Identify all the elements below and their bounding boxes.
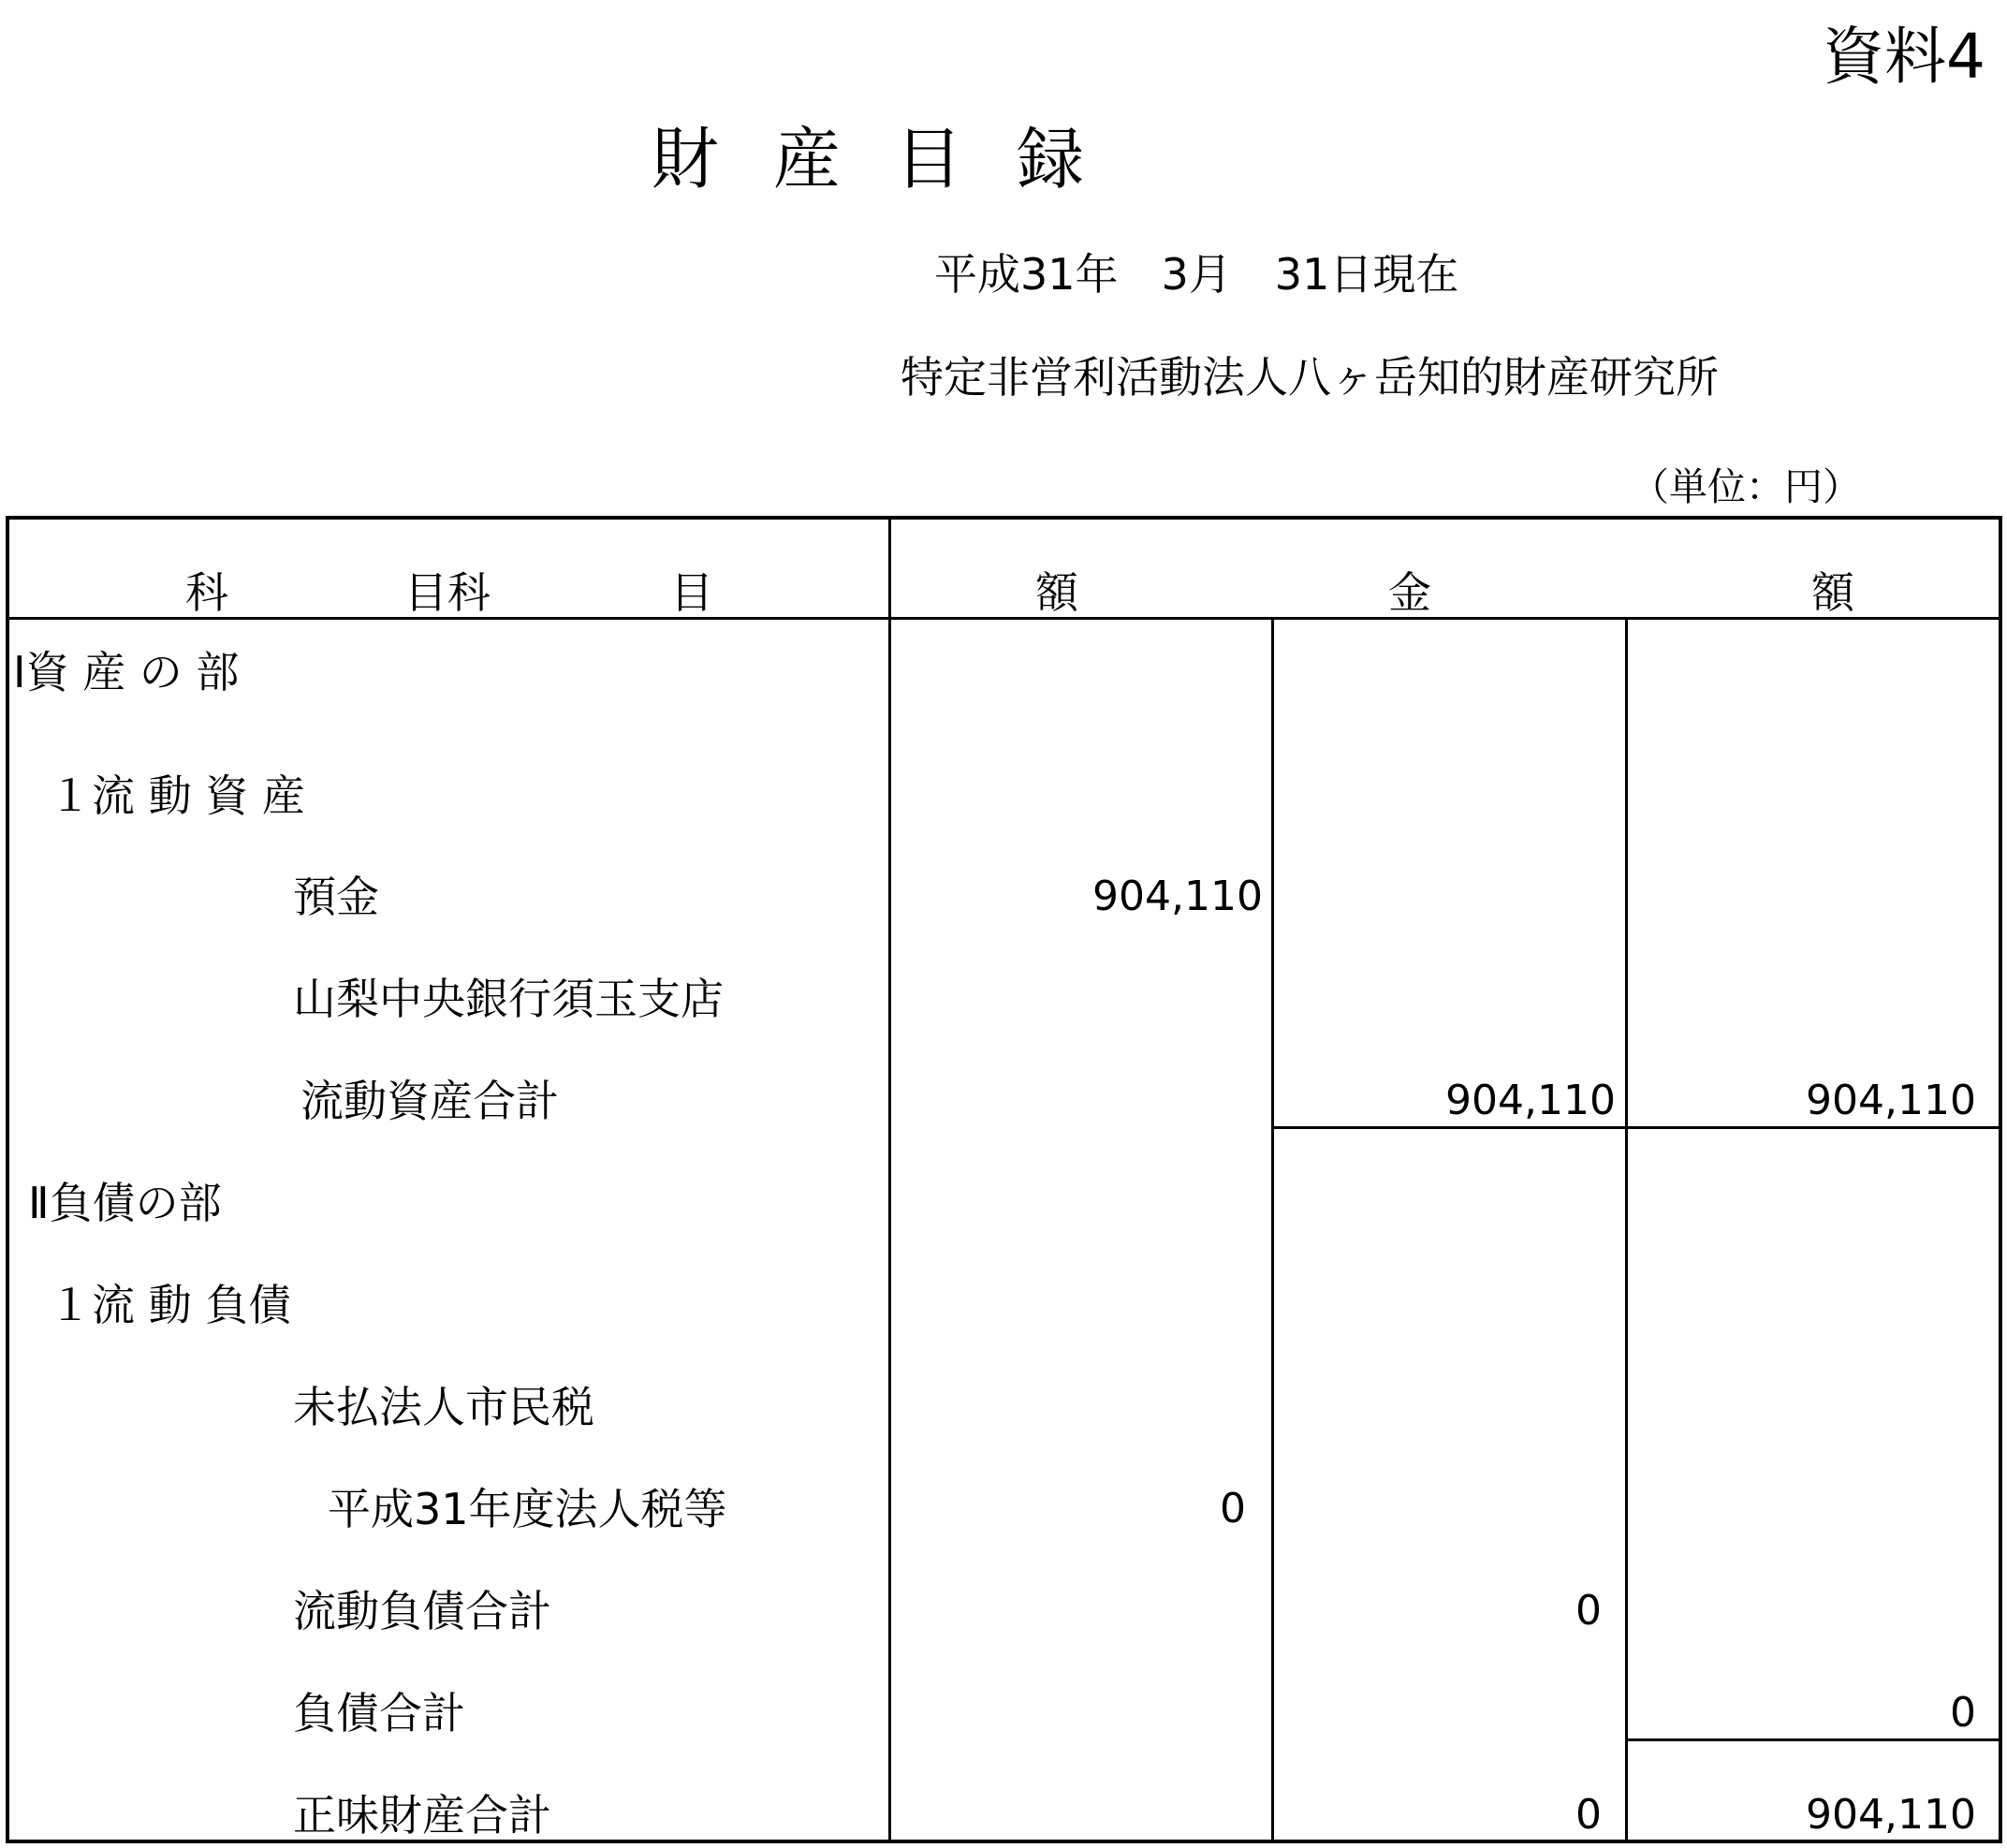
document-number: 資料4 [1823, 21, 1985, 93]
column-header-amount-1: 額 [1035, 567, 1078, 618]
unit-label: （単位：円） [1631, 464, 1861, 509]
item-bank-name: 山梨中央銀行須玉支店 [293, 974, 724, 1024]
total-current-assets: 流動資産合計 [300, 1076, 559, 1126]
total-net-assets: 正味財産合計 [293, 1790, 551, 1841]
item-unpaid-municipal-tax: 未払法人市民税 [293, 1382, 594, 1432]
subject-column-divider [888, 516, 891, 1843]
amount-liabilities-total: 0 [1950, 1689, 1976, 1737]
item-deposits: 預金 [293, 872, 379, 922]
column-header-subject-2: 目科 [404, 567, 491, 618]
subtotal-rule-assets [1271, 1126, 2002, 1129]
organization-name: 特定非営利活動法人八ヶ岳知的財産研究所 [901, 352, 1719, 403]
amount-current-liabilities-total: 0 [1575, 1587, 1602, 1635]
amount-corporate-tax: 0 [1220, 1485, 1246, 1533]
item-corporate-tax: 平成31年度法人税等 [328, 1484, 727, 1534]
amount-current-assets-total: 904,110 [1445, 1077, 1616, 1124]
subtotal-rule-liabilities [1625, 1738, 2002, 1741]
total-liabilities: 負債合計 [293, 1688, 465, 1738]
amount-column-divider-1 [1271, 619, 1274, 1843]
section-assets: Ⅰ資 産 の 部 [13, 647, 240, 697]
page-title: 財産目録 [652, 120, 1139, 198]
total-current-liabilities: 流動負債合計 [293, 1586, 551, 1636]
column-header-subject-1: 科 [185, 567, 228, 618]
as-of-date: 平成31年 3月 31日現在 [934, 249, 1459, 300]
column-header-amount-3: 額 [1811, 567, 1854, 618]
asset-inventory-table [6, 516, 2002, 1843]
amount-net-assets-total: 904,110 [1806, 1791, 1976, 1839]
subsection-current-liabilities: １流 動 負債 [49, 1280, 292, 1330]
amount-current-assets-grand: 904,110 [1806, 1077, 1976, 1124]
amount-net-assets-sub: 0 [1575, 1791, 1602, 1839]
column-header-amount-2: 金 [1388, 567, 1431, 618]
subsection-current-assets: １流 動 資 産 [49, 770, 305, 821]
section-liabilities: Ⅱ負債の部 [28, 1178, 222, 1228]
header-divider [6, 617, 2002, 620]
amount-deposits: 904,110 [1092, 873, 1263, 920]
column-header-subject-3: 目 [670, 567, 713, 618]
amount-column-divider-2 [1625, 619, 1628, 1843]
